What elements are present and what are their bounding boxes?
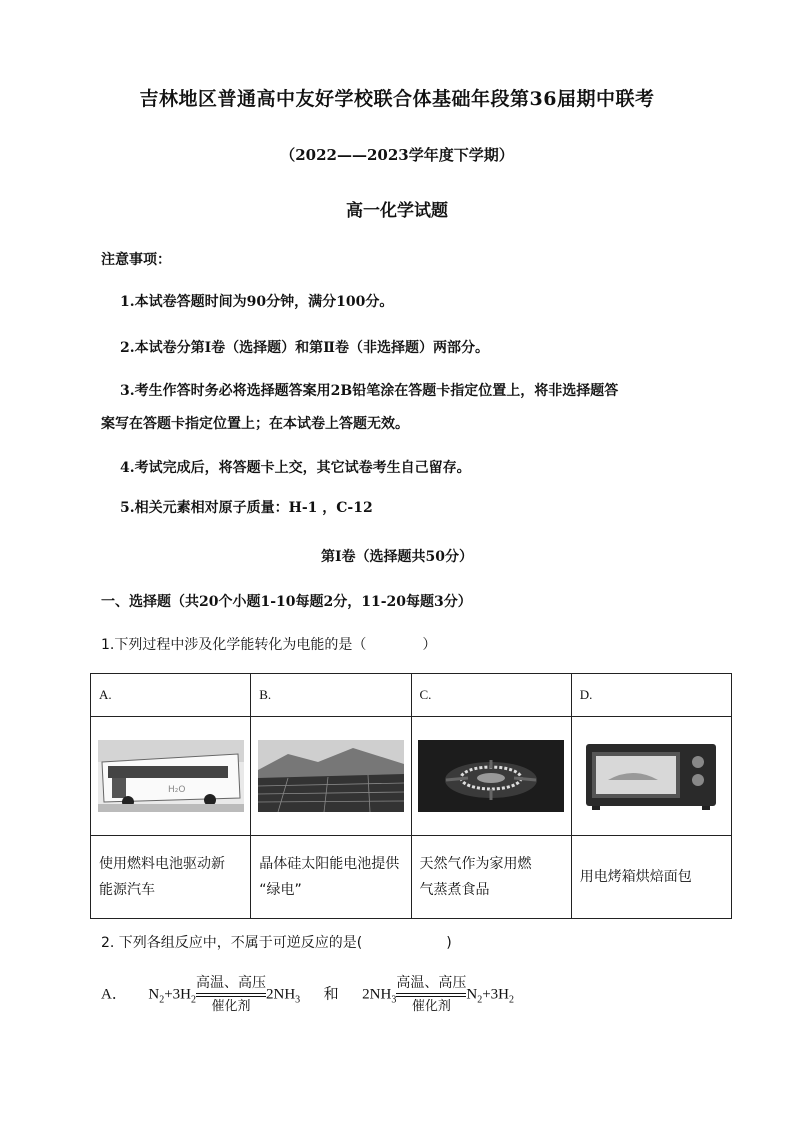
reaction-condition-top: 高温、高压: [195, 976, 266, 991]
part-title: 一、选择题（共20个小题1-10每题2分，11-20每题3分）: [101, 594, 472, 610]
formula-subscript: 3: [295, 994, 301, 1006]
electric-oven-photo-icon: [578, 740, 724, 812]
option-a-letter: A．: [101, 986, 127, 1003]
option-c-text: [411, 836, 571, 919]
option-b-text-line-1: 晶体硅太阳能电池提供: [259, 856, 400, 872]
reaction-condition-bottom: 催化剂: [411, 998, 451, 1013]
gas-stove-flame-photo-icon: [418, 740, 564, 812]
option-d-image-cell: [571, 717, 731, 836]
notice-item-3-line-2: 案写在答题卡指定位置上；在本试卷上答题无效。: [101, 416, 409, 432]
formula-term: N: [466, 986, 478, 1003]
question-2-stem: 2. 下列各组反应中，不属于可逆反应的是( ): [101, 935, 452, 951]
formula-subscript: 3: [391, 994, 397, 1006]
formula-term: 2NH: [362, 986, 392, 1003]
reaction-condition-arrow: [196, 976, 266, 1014]
conjunction-text: 和: [323, 986, 339, 1003]
option-b-letter: B.: [251, 674, 411, 717]
exam-school-year: （2022——2023学年度下学期）: [280, 146, 514, 164]
option-c-text-line-2: 气蒸煮食品: [419, 882, 490, 898]
notice-item-5: 5.相关元素相对原子质量：H-1 ，C-12: [120, 500, 373, 516]
svg-text:H₂O: H₂O: [167, 785, 186, 795]
formula-term: 2NH: [265, 986, 296, 1003]
exam-header-title: 吉林地区普通高中友好学校联合体基础年段第36届期中联考: [139, 88, 655, 110]
reaction-condition-bottom: 催化剂: [211, 998, 251, 1013]
option-d-text: [571, 836, 731, 919]
notice-heading: 注意事项：: [101, 252, 171, 268]
notice-item-2: 2.本试卷分第Ⅰ卷（选择题）和第Ⅱ卷（非选择题）两部分。: [120, 340, 489, 356]
reaction-condition-arrow: [396, 976, 466, 1014]
formula-subscript: 2: [190, 994, 196, 1006]
fuel-cell-bus-photo-icon: [98, 740, 244, 812]
formula-subscript: 2: [508, 994, 514, 1006]
option-a-image-cell: [91, 717, 251, 836]
option-b-text: [251, 836, 411, 919]
question-1-options-table: [90, 673, 732, 919]
option-b-image-cell: [251, 717, 411, 836]
option-b-text-line-2: “绿电”: [259, 882, 302, 898]
option-c-letter: C.: [411, 674, 571, 717]
option-a-text-line-1: 使用燃料电池驱动新: [99, 856, 225, 872]
notice-item-4: 4.考试完成后，将答题卡上交，其它试卷考生自己留存。: [120, 460, 471, 476]
reaction-condition-top: 高温、高压: [396, 976, 467, 991]
option-c-text-line-1: 天然气作为家用燃: [419, 856, 532, 872]
formula-subscript: 2: [159, 994, 165, 1006]
option-d-text-line-1: 用电烤箱烘焙面包: [579, 869, 692, 885]
option-a-letter: A.: [91, 674, 251, 717]
option-c-image-cell: [411, 717, 571, 836]
exam-subject-title: 高一化学试题: [346, 201, 448, 221]
formula-term: +3H: [164, 986, 191, 1003]
notice-item-3-line-1: 3.考生作答时务必将选择题答案用2B铅笔涂在答题卡指定位置上，将非选择题答: [120, 383, 619, 399]
formula-subscript: 2: [477, 994, 483, 1006]
formula-term: N: [148, 986, 160, 1003]
notice-item-1: 1.本试卷答题时间为90分钟，满分100分。: [120, 294, 394, 310]
question-1-stem: 1.下列过程中涉及化学能转化为电能的是（ ）: [101, 637, 437, 653]
option-a-text-line-2: 能源汽车: [99, 882, 155, 898]
option-d-letter: D.: [571, 674, 731, 717]
section-title: 第Ⅰ卷（选择题共50分）: [320, 549, 474, 565]
question-2-option-a: [101, 976, 514, 1014]
formula-term: +3H: [482, 986, 509, 1003]
solar-panel-photo-icon: [258, 740, 404, 812]
option-a-text: [91, 836, 251, 919]
